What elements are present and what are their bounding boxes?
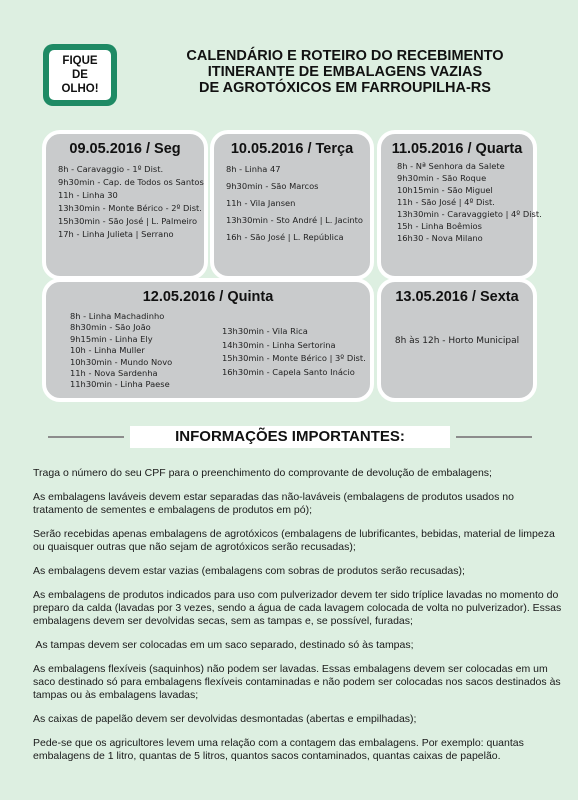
schedule-item: 16h - São José | L. República: [226, 232, 344, 242]
schedule-item: 11h - Linha 30: [58, 190, 118, 200]
schedule-date: 12.05.2016 / Quinta: [142, 289, 274, 305]
info-item: As embalagens de produtos indicados para uso com pulverizador devem ter sido tríplice lavadas no momento do preparo da calda (lavadas por 3 vezes, sendo a água de cada lavagem colocada de volta no pulverizador). Essas embalagens devem ser devolvidas secas, sem as tampas e, se possível, furadas;: [33, 589, 562, 627]
schedule-list: [381, 335, 533, 348]
schedule-item: 11h - Vila Jansen: [226, 198, 296, 208]
schedule-item: 8h30min - São João: [70, 322, 151, 333]
schedule-item: 10h15min - São Miguel: [397, 185, 493, 195]
schedule-list: [58, 163, 204, 241]
schedule-item: 15h - Linha Boêmios: [397, 221, 482, 231]
info-heading: INFORMAÇÕES IMPORTANTES:: [130, 426, 450, 448]
schedule-item: 9h15min - Linha Ely: [70, 333, 153, 344]
schedule-date: 10.05.2016 / Terça: [230, 141, 354, 157]
info-item: As embalagens flexíveis (saquinhos) não podem ser lavadas. Essas embalagens devem ser colocadas em um saco destinado só para embalagens flexíveis contaminadas e não podem ser colocadas nos sacos destinados às tampas ou às embalagens lavadas;: [33, 663, 561, 701]
schedule-card-friday: [377, 278, 537, 402]
schedule-item: 16h30min - Capela Santo Inácio: [222, 366, 355, 377]
schedule-item: 9h30min - São Roque: [397, 173, 487, 183]
schedule-date: 11.05.2016 / Quarta: [391, 141, 523, 157]
schedule-card-tuesday: [210, 130, 374, 280]
info-item: Pede-se que os agricultores levem uma relação com a contagem das embalagens. Por exemplo: quantas embalagens de 1 litro, quantas de 5 litros, quantos sacos contaminados, quantas caixas de papelão.: [33, 737, 524, 762]
schedule-item: 8h às 12h - Horto Municipal: [394, 336, 520, 346]
title-line: DE AGROTÓXICOS EM FARROUPILHA-RS: [199, 80, 491, 96]
schedule-item: 11h - São José | 4º Dist.: [397, 197, 495, 207]
info-item: As tampas devem ser colocadas em um saco separado, destinado só às tampas;: [33, 639, 414, 651]
schedule-list-afternoon: [222, 325, 366, 379]
info-list: [33, 467, 563, 774]
schedule-item: 13h30min - Monte Bérico - 2º Dist.: [58, 203, 202, 213]
fique-de-olho-badge: [43, 44, 117, 106]
schedule-item: 10h30min - Mundo Novo: [70, 356, 173, 367]
schedule-list: [397, 160, 542, 244]
page-title: [140, 48, 550, 96]
schedule-item: 8h - Linha 47: [226, 164, 281, 174]
schedule-item: 14h30min - Linha Sertorina: [222, 339, 336, 350]
info-item: Traga o número do seu CPF para o preenchimento do comprovante de devolução de embalagens;: [33, 467, 492, 479]
info-item: As embalagens laváveis devem estar separadas das não-laváveis (embalagens de produtos usados no tratamento de sementes e embalagens de produtos em pó);: [33, 491, 514, 516]
badge-line: OLHO!: [61, 83, 99, 95]
title-line: CALENDÁRIO E ROTEIRO DO RECEBIMENTO: [186, 48, 504, 64]
schedule-item: 8h - Nª Senhora da Salete: [397, 161, 505, 171]
schedule-item: 11h30min - Linha Paese: [70, 379, 170, 390]
schedule-card-monday: [42, 130, 208, 280]
schedule-list-morning: [70, 311, 172, 391]
schedule-item: 8h - Linha Machadinho: [70, 311, 165, 321]
schedule-item: 15h30min - Monte Bérico | 3º Dist.: [222, 353, 366, 363]
schedule-card-wednesday: [377, 130, 542, 280]
schedule-item: 11h - Nova Sardenha: [70, 368, 158, 379]
schedule-item: 13h30min - Sto André | L. Jacinto: [226, 215, 364, 225]
title-line: ITINERANTE DE EMBALAGENS VAZIAS: [207, 64, 483, 80]
schedule-item: 8h - Caravaggio - 1º Dist.: [58, 164, 164, 174]
schedule-item: 15h30min - São José | L. Palmeiro: [58, 216, 198, 226]
schedule-item: 16h30 - Nova Milano: [397, 233, 483, 243]
schedule-item: 9h30min - Cap. de Todos os Santos: [58, 177, 204, 187]
schedule-date: 09.05.2016 / Seg: [69, 141, 181, 157]
badge-line: DE: [72, 69, 88, 81]
badge-line: FIQUE: [62, 55, 98, 67]
info-item: As caixas de papelão devem ser devolvidas desmontadas (abertas e empilhadas);: [33, 713, 417, 725]
schedule-item: 13h30min - Vila Rica: [222, 326, 308, 336]
info-item: Serão recebidas apenas embalagens de agrotóxicos (embalagens de lubrificantes, bebidas, material de limpeza ou quaisquer outras que não sejam de agrotóxicos serão recusadas);: [33, 528, 555, 553]
info-item: As embalagens devem estar vazias (embalagens com sobras de produtos serão recusadas);: [33, 565, 465, 577]
schedule-item: 9h30min - São Marcos: [226, 181, 319, 191]
schedule-list: [226, 163, 370, 244]
schedule-item: 10h - Linha Muller: [70, 345, 145, 356]
schedule-item: 13h30min - Caravaggieto | 4º Dist.: [397, 209, 542, 219]
schedule-date: 13.05.2016 / Sexta: [395, 289, 519, 305]
schedule-card-thursday: [42, 278, 374, 402]
schedule-item: 17h - Linha Julieta | Serrano: [58, 229, 174, 239]
